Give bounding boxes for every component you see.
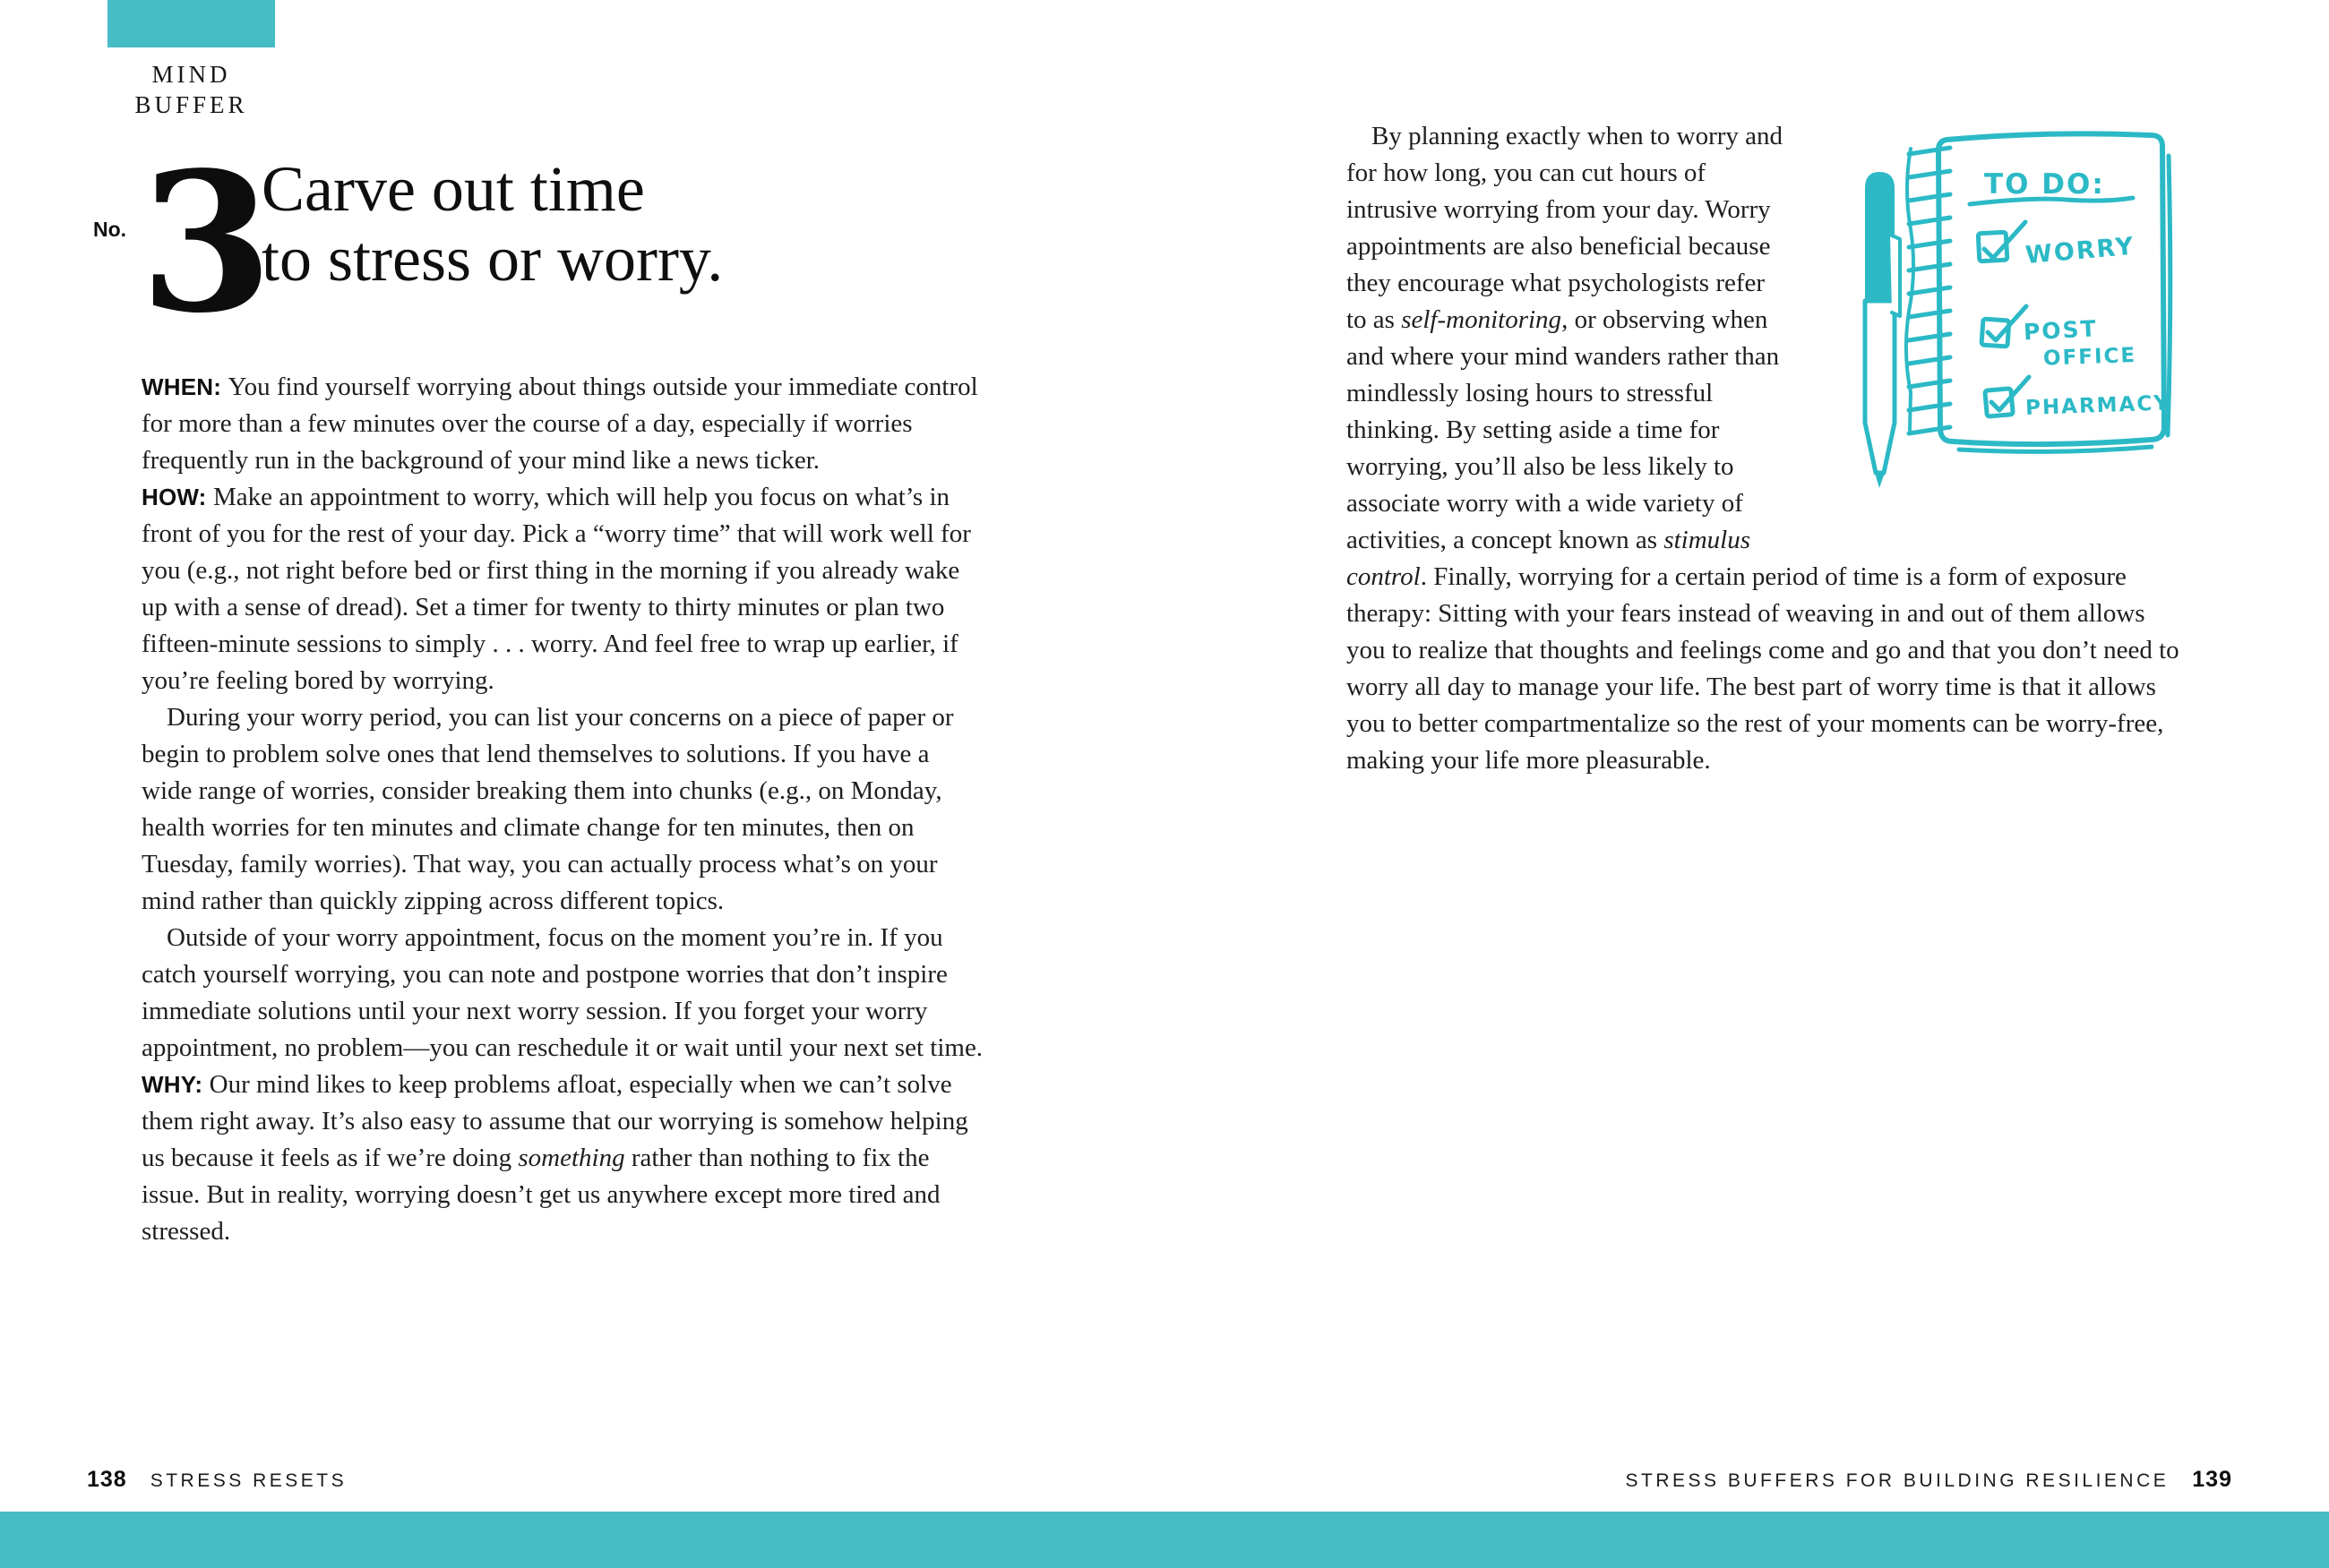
pen-icon <box>1865 172 1900 488</box>
category-line-1: MIND <box>151 61 231 88</box>
right-page-number: 139 <box>2192 1467 2232 1492</box>
todo-item-pharmacy-label: PHARMACY <box>2024 391 2171 421</box>
chapter-title <box>262 154 723 294</box>
notepad-icon <box>1906 133 2170 451</box>
bottom-accent-bar <box>0 1512 2329 1568</box>
todo-notepad-illustration <box>1853 125 2194 494</box>
right-page-paragraph: By planning exactly when to worry and for how long, you can cut hours of intrusive worrying from your day. Worry appointments are also beneficial because they encourage what psychologists refer to as self-monitoring, or observing when and where your mind wanders rather than mindlessly losing hours to stressful thinking. By setting aside a time for worrying, you’ll also be less likely to associate worry with a wide variety of activities, a concept known as stimulus control. Finally, worrying for a certain period of time is a form of exposure therapy: Sitting with your fears instead of weaving in and out of them allows you to realize that thoughts and feelings come and go and that you don’t need to worry all day to manage your life. The best part of worry time is that it allows you to better compartmentalize so the rest of your moments can be worry-free, making your life more pleasurable. <box>1346 122 2179 775</box>
category-label <box>107 59 275 120</box>
todo-illustration <box>1785 118 2187 559</box>
chapter-title-line-1: Carve out time <box>262 153 645 225</box>
section-running-head: STRESS BUFFERS FOR BUILDING RESILIENCE <box>1625 1470 2170 1491</box>
book-title-running-head: STRESS RESETS <box>150 1470 348 1491</box>
right-page-body <box>1346 118 2187 779</box>
chapter-number: 3 <box>140 131 273 356</box>
how-paragraph-3: Outside of your worry appointment, focus on the moment you’re in. If you catch yourself worrying, you can note and postpone worries that don’t inspire immediate solutions until your next worry session. If you forget your worry appointment, no problem—you can reschedule it or wait until your next set time. <box>142 923 984 1062</box>
number-prefix: No. <box>93 218 127 241</box>
left-page-number: 138 <box>87 1467 127 1492</box>
chapter-title-line-2: to stress or worry. <box>262 223 724 295</box>
category-line-2: BUFFER <box>134 91 248 118</box>
left-footer <box>87 1467 347 1493</box>
todo-title: TO DO: <box>1984 168 2105 201</box>
left-page-body <box>142 369 984 1250</box>
todo-item-worry-label: WORRY <box>2024 232 2136 270</box>
right-footer <box>1626 1467 2232 1493</box>
todo-item-post-office-label-line-1: POST <box>2023 315 2099 346</box>
todo-item-post-office-label-line-2: OFFICE <box>2042 344 2137 371</box>
how-paragraph-2: During your worry period, you can list your concerns on a piece of paper or begin to problem solve ones that lend themselves to solutions. If you have a wide range of worries, consider breaking them into chunks (e.g., on Monday, health worries for ten minutes and climate change for ten minutes, then on Tuesday, family worries). That way, you can actually process what’s on your mind rather than quickly zipping across different topics. <box>142 703 954 915</box>
mind-buffer-tab <box>107 0 275 47</box>
when-paragraph: WHEN: You find yourself worrying about things outside your immediate control for more than a few minutes over the course of a day, especially if worries frequently run in the background of your mind like a news ticker. <box>142 373 978 475</box>
how-paragraph-1: HOW: Make an appointment to worry, which will help you focus on what’s in front of you for the rest of your day. Pick a “worry time” that will work well for you (e.g., not right before bed or first thing in the morning if you already wake up with a sense of dread). Set a timer for twenty to thirty minutes or plan two fifteen-minute sessions to simply . . . worry. And feel free to wrap up earlier, if you’re feeling bored by worrying. <box>142 483 971 695</box>
why-paragraph: WHY: Our mind likes to keep problems afloat, especially when we can’t solve them right away. It’s also easy to assume that our worrying is somehow helping us because it feels as if we’re doing something rather than nothing to fix the issue. But in reality, worrying doesn’t get us anywhere except more tired and stressed. <box>142 1070 968 1246</box>
